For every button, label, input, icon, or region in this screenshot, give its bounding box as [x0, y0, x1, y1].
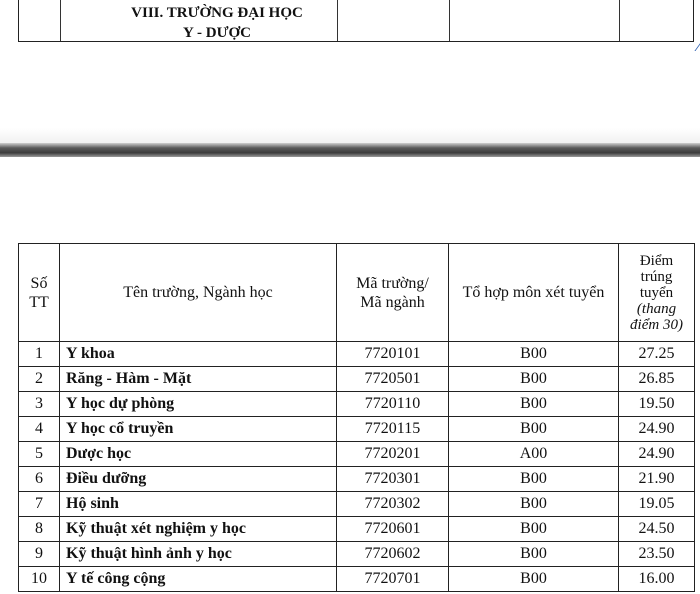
cell-combo: B00 [449, 417, 619, 442]
cell-combo: B00 [449, 542, 619, 567]
cell-code: 7720201 [337, 442, 449, 467]
table-header-row [19, 244, 695, 342]
header-text: Số [30, 274, 48, 292]
section-title-line: VIII. TRƯỜNG ĐẠI HỌC [131, 5, 303, 21]
header-text: tuyển [639, 284, 674, 301]
table-row [19, 542, 695, 567]
cell-stt: 9 [19, 542, 60, 567]
header-text: trúng [640, 268, 673, 285]
header-combo: Tổ hợp môn xét tuyển [449, 244, 619, 342]
cell-score: 23.50 [619, 542, 695, 567]
table-row [19, 442, 695, 467]
cell-combo: B00 [449, 492, 619, 517]
section-title [79, 3, 355, 43]
table-row [19, 342, 695, 367]
page-gap [0, 128, 700, 143]
cell-name: Y tế công cộng [60, 567, 337, 592]
cell-score: 26.85 [619, 367, 695, 392]
table-row [19, 467, 695, 492]
header-score [619, 244, 695, 342]
cell-code: 7720301 [337, 467, 449, 492]
header-text: Điểm [639, 252, 674, 269]
cell-score: 24.90 [619, 417, 695, 442]
cell-stt: 2 [19, 367, 60, 392]
header-text: Mã trường/ [356, 274, 429, 292]
table-row [19, 567, 695, 592]
cell-score: 19.05 [619, 492, 695, 517]
cell-score: 24.90 [619, 442, 695, 467]
cell-score: 24.50 [619, 517, 695, 542]
cell-score: 19.50 [619, 392, 695, 417]
cell-code: 7720110 [337, 392, 449, 417]
cell-combo: B00 [449, 392, 619, 417]
previous-page-table-fragment [18, 0, 694, 42]
cell-stt: 10 [19, 567, 60, 592]
cell-code: 7720601 [337, 517, 449, 542]
cell-score: 27.25 [619, 342, 695, 367]
cell-code: 7720302 [337, 492, 449, 517]
edge-mark-icon: ⁄ [697, 38, 700, 55]
cell-name: Kỹ thuật xét nghiệm y học [60, 517, 337, 542]
cell-score: 16.00 [619, 567, 695, 592]
cell-name: Kỹ thuật hình ảnh y học [60, 542, 337, 567]
page-break-divider [0, 143, 700, 157]
cell-stt: 8 [19, 517, 60, 542]
header-text: điểm 30) [630, 316, 683, 333]
cell-combo: B00 [449, 567, 619, 592]
cell-combo: B00 [449, 517, 619, 542]
cell-code: 7720501 [337, 367, 449, 392]
admission-scores-table [18, 243, 695, 592]
cell-combo: B00 [449, 367, 619, 392]
cell-stt: 6 [19, 467, 60, 492]
cell-code: 7720602 [337, 542, 449, 567]
cell-stt: 4 [19, 417, 60, 442]
cell-code: 7720115 [337, 417, 449, 442]
header-text: Mã ngành [360, 293, 425, 311]
cell-stt: 3 [19, 392, 60, 417]
cell-score: 21.90 [619, 467, 695, 492]
cell-name: Hộ sinh [60, 492, 337, 517]
table-row [19, 492, 695, 517]
table-row [19, 367, 695, 392]
table-column-divider [60, 0, 61, 41]
cell-name: Y học cổ truyền [60, 417, 337, 442]
header-text: TT [29, 293, 49, 311]
table-column-divider [449, 0, 450, 41]
cell-name: Y khoa [60, 342, 337, 367]
table-column-divider [619, 0, 620, 41]
table-row [19, 417, 695, 442]
cell-code: 7720701 [337, 567, 449, 592]
cell-stt: 1 [19, 342, 60, 367]
table-row [19, 517, 695, 542]
table-row [19, 392, 695, 417]
cell-combo: B00 [449, 342, 619, 367]
header-stt [19, 244, 60, 342]
cell-combo: B00 [449, 467, 619, 492]
cell-name: Điều dưỡng [60, 467, 337, 492]
cell-stt: 5 [19, 442, 60, 467]
cell-combo: A00 [449, 442, 619, 467]
header-code [337, 244, 449, 342]
section-title-line: Y - DƯỢC [182, 25, 252, 41]
cell-name: Răng - Hàm - Mặt [60, 367, 337, 392]
header-name: Tên trường, Ngành học [60, 244, 337, 342]
cell-name: Y học dự phòng [60, 392, 337, 417]
header-text: (thang [636, 300, 677, 317]
cell-stt: 7 [19, 492, 60, 517]
cell-name: Dược học [60, 442, 337, 467]
cell-code: 7720101 [337, 342, 449, 367]
